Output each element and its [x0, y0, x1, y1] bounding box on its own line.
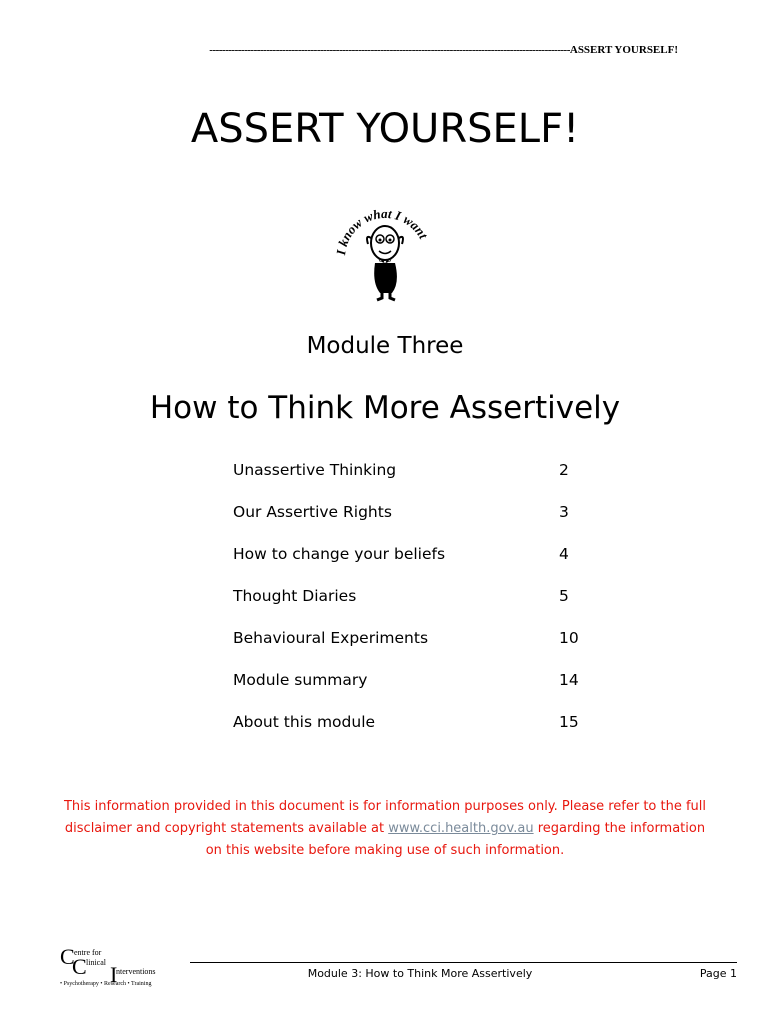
toc-title: Our Assertive Rights: [233, 503, 392, 521]
toc-page: 10: [559, 629, 579, 647]
running-header: [115, 44, 678, 56]
toc-page: 4: [559, 545, 569, 563]
cci-logo-tagline: • Psychotherapy • Research • Training: [60, 981, 152, 987]
toc-row: [233, 584, 573, 626]
logo-arc-text: I know what I want: [333, 205, 432, 256]
toc-row: [233, 710, 579, 752]
toc-page: 5: [559, 587, 569, 605]
cci-logo: [60, 944, 180, 994]
footer-title: Module 3: How to Think More Assertively: [307, 967, 533, 980]
disclaimer-part2: regarding the information on this website before making use of such information.: [205, 821, 706, 858]
table-of-contents: [233, 458, 579, 752]
svg-text:I know what I want: [333, 206, 431, 257]
disclaimer-text: [60, 796, 710, 862]
module-title: How to Think More Assertively: [149, 390, 621, 426]
cci-logo-c1: C: [60, 944, 75, 969]
toc-title: Module summary: [233, 671, 368, 689]
toc-title: Thought Diaries: [233, 587, 357, 605]
footer-rule: [190, 962, 737, 963]
toc-row: [233, 500, 573, 542]
toc-row: [233, 542, 573, 584]
cci-website-link[interactable]: www.cci.health.gov.au: [388, 821, 534, 836]
cci-logo-c2: C: [72, 954, 87, 979]
toc-row: [233, 626, 579, 668]
cci-logo-entre: entre for: [74, 948, 102, 957]
page-title: ASSERT YOURSELF!: [190, 106, 580, 152]
toc-page: 3: [559, 503, 569, 521]
header-dashes: ------------------------------------------------------------------------------------------------------------------: [209, 44, 570, 56]
i-know-what-i-want-logo: [330, 188, 440, 303]
toc-title: Behavioural Experiments: [233, 629, 429, 647]
toc-title: How to change your beliefs: [233, 545, 446, 563]
header-running-title: ASSERT YOURSELF!: [569, 44, 678, 56]
cci-logo-i: I: [110, 962, 118, 987]
footer-page-number: Page 1: [699, 967, 737, 980]
toc-page: 2: [559, 461, 569, 479]
toc-page: 14: [559, 671, 579, 689]
disclaimer-part1: This information provided in this document is for information purposes only. Please refer to the full disclaimer and copyright statements available at: [63, 799, 707, 836]
cci-logo-linical: linical: [86, 958, 106, 967]
module-label: Module Three: [306, 333, 464, 359]
toc-row: [233, 458, 573, 500]
cci-logo-nterventions: nterventions: [116, 967, 156, 976]
toc-title: Unassertive Thinking: [233, 461, 397, 479]
toc-row: [233, 668, 579, 710]
toc-page: 15: [559, 713, 579, 731]
toc-title: About this module: [233, 713, 376, 731]
